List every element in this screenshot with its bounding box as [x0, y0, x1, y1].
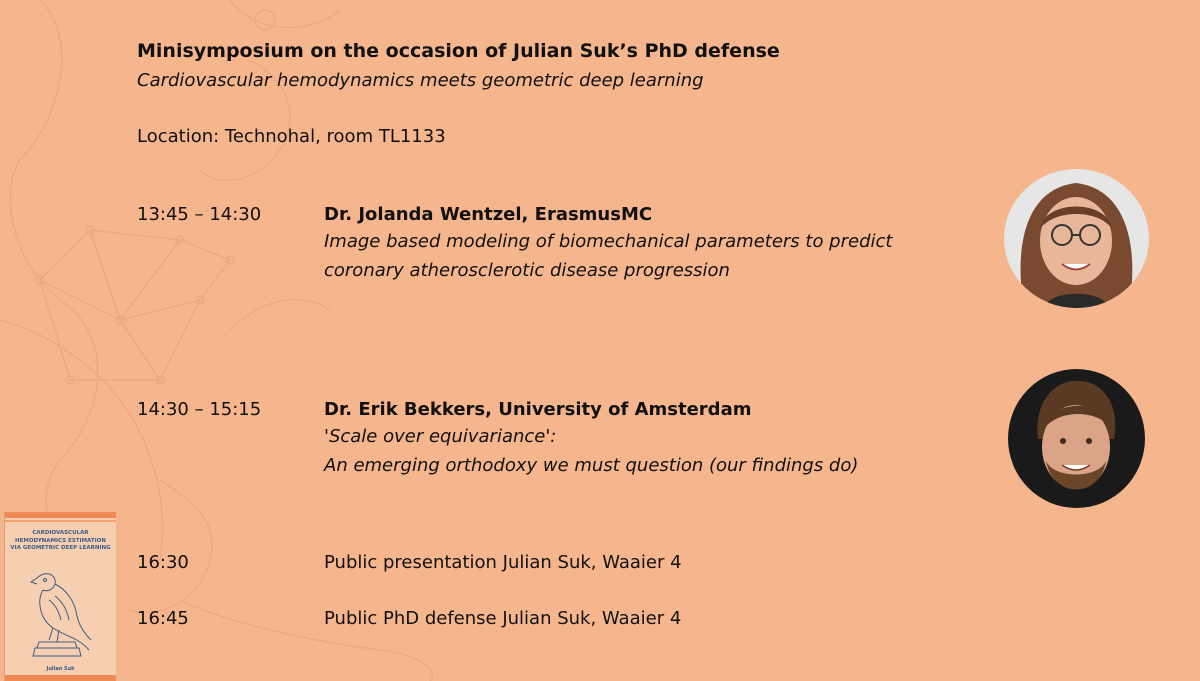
event-title: Minisymposium on the occasion of Julian Suk’s PhD defense — [137, 40, 780, 62]
session-1-talk-line-2: coronary atherosclerotic disease progression — [324, 260, 730, 281]
cover-top-band-thin — [5, 520, 116, 522]
session-2-time: 14:30 – 15:15 — [137, 399, 262, 420]
event-subtitle: Cardiovascular hemodynamics meets geometric deep learning — [137, 70, 704, 91]
session-2-talk-line-2: An emerging orthodoxy we must question (our findings do) — [324, 455, 859, 476]
session-2-speaker: Dr. Erik Bekkers, University of Amsterdam — [324, 399, 752, 420]
event-4-time: 16:45 — [137, 608, 189, 629]
session-2-talk-line-1: 'Scale over equivariance': — [324, 426, 557, 447]
cover-bottom-band — [5, 675, 116, 681]
speaker-2-photo — [1008, 369, 1145, 508]
session-1-time: 13:45 – 14:30 — [137, 204, 262, 225]
session-2-talk — [324, 422, 858, 480]
cover-author: Julian Suk — [46, 666, 75, 672]
event-4-description: Public PhD defense Julian Suk, Waaier 4 — [324, 608, 682, 629]
speaker-1-photo — [1004, 169, 1149, 308]
event-3-time: 16:30 — [137, 552, 189, 573]
event-3-description: Public presentation Julian Suk, Waaier 4 — [324, 552, 682, 573]
cover-bird-illustration — [19, 568, 99, 660]
cover-title: CARDIOVASCULAR HEMODYNAMICS ESTIMATION VIA GEOMETRIC DEEP LEARNING — [10, 530, 111, 551]
cover-top-band — [5, 512, 116, 518]
event-location: Location: Technohal, room TL1133 — [137, 126, 446, 147]
session-1-talk-line-1: Image based modeling of biomechanical parameters to predict — [324, 231, 893, 252]
session-1-speaker: Dr. Jolanda Wentzel, ErasmusMC — [324, 204, 653, 225]
session-1-talk — [324, 227, 892, 285]
thesis-cover-image — [4, 512, 116, 681]
